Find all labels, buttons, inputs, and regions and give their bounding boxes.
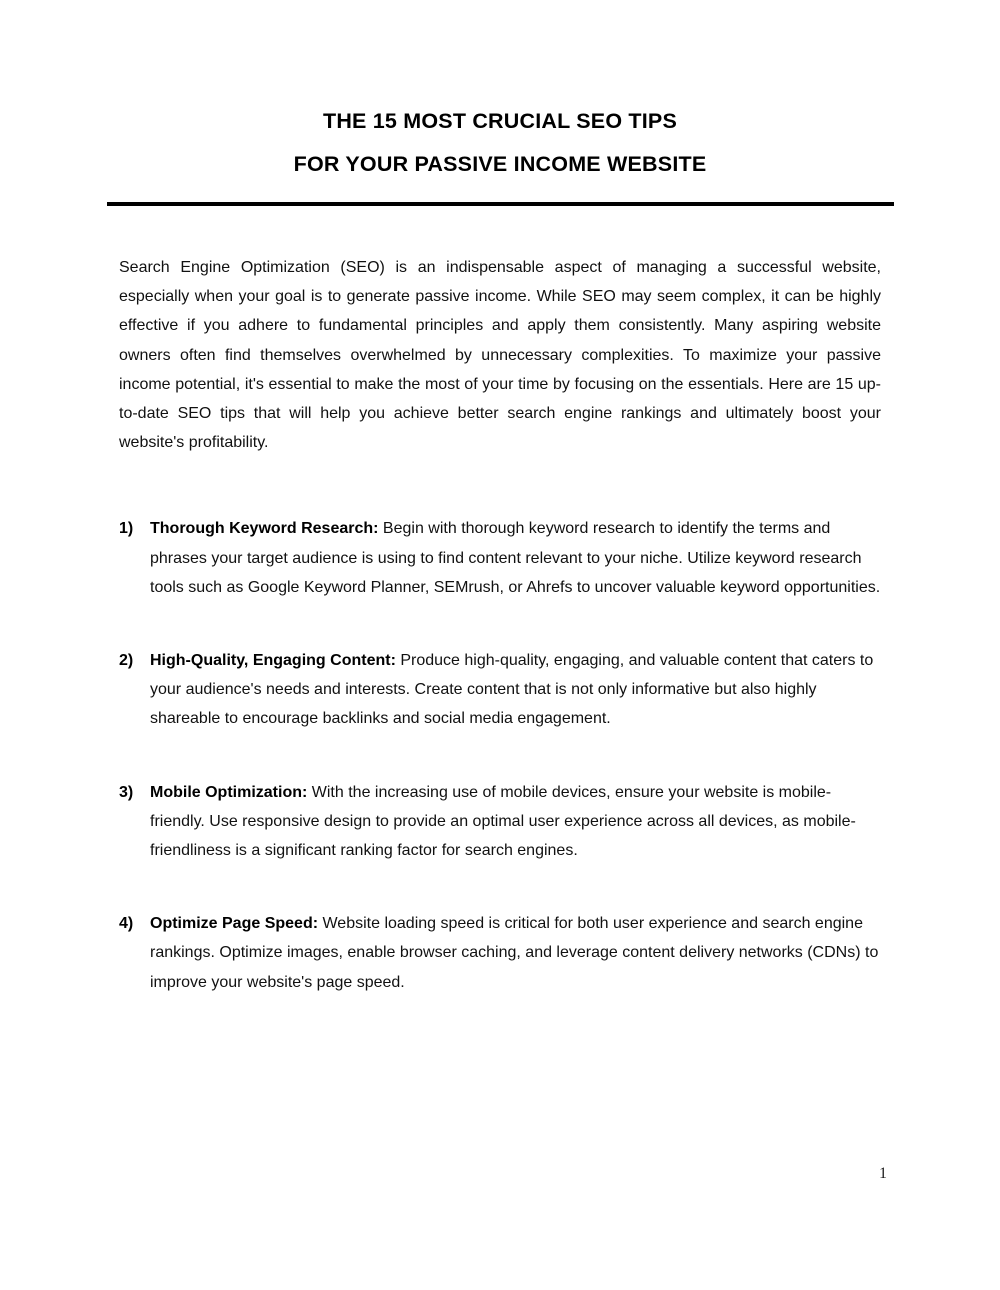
seo-tips-list: [119, 514, 881, 996]
page-title-line-1: THE 15 MOST CRUCIAL SEO TIPS: [322, 109, 678, 133]
list-item-body: [150, 520, 880, 595]
list-item-text: Produce high-quality, engaging, and valuable content that caters to your audience's needs and interests. Create content that is not only informative but also highly shareable to encourage backlinks and social media engagement.: [150, 652, 874, 728]
list-item: [119, 909, 881, 997]
page-number: 1: [879, 1165, 887, 1182]
intro-paragraph: Search Engine Optimization (SEO) is an indispensable aspect of managing a successful website, especially when your goal is to generate passive income. While SEO may seem complex, it can be highly effective if you adhere to fundamental principles and apply them consistently. Many aspiring website owners often find themselves overwhelmed by unnecessary complexities. To maximize your passive income potential, it's essential to make the most of your time by focusing on the essentials. Here are 15 up-to-date SEO tips that will help you achieve better search engine rankings and ultimately boost your website's profitability.: [119, 259, 881, 452]
list-item-heading: Optimize Page Speed:: [150, 915, 319, 933]
list-item-text: Website loading speed is critical for both user experience and search engine rankings. Optimize images, enable browser caching, and leverage content delivery networks (CDNs) to improve your website's page speed.: [150, 915, 879, 991]
list-item-marker: 2): [119, 652, 134, 670]
list-item-marker: 4): [119, 915, 134, 933]
document-body: [119, 206, 881, 997]
list-item: [119, 778, 881, 866]
list-item-body: [150, 652, 873, 727]
list-item-body: [150, 784, 856, 859]
list-item-heading: Mobile Optimization:: [150, 783, 308, 801]
page-title-line-2: FOR YOUR PASSIVE INCOME WEBSITE: [293, 152, 707, 176]
list-item: [119, 646, 881, 734]
list-item-text: With the increasing use of mobile devices, ensure your website is mobile-friendly. Use responsive design to provide an optimal user experience across all devices, as mobile-friendliness is a significant ranking factor for search engines.: [150, 783, 856, 860]
list-item-heading: Thorough Keyword Research:: [150, 520, 379, 538]
list-item-marker: 3): [119, 783, 134, 801]
list-item-text: Begin with thorough keyword research to identify the terms and phrases your target audience is using to find content relevant to your niche. Utilize keyword research tools such as Google Keyword Planner, SEMrush, or Ahrefs to uncover valuable keyword opportunities.: [150, 520, 881, 596]
list-item-marker: 1): [119, 520, 134, 538]
list-item: [119, 514, 881, 602]
document-header: [0, 0, 1000, 206]
list-item-heading: High-Quality, Engaging Content:: [150, 652, 396, 670]
list-item-body: [150, 915, 878, 990]
